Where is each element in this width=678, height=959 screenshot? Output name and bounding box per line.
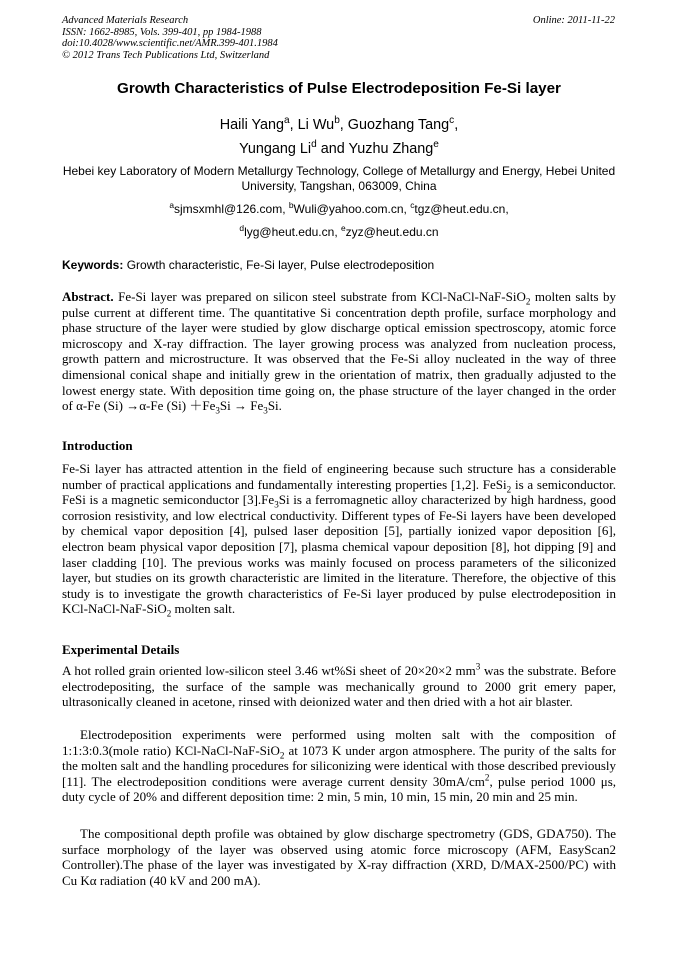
- email-address[interactable]: lyg@heut.edu.cn,: [244, 225, 338, 239]
- superscript: 3: [475, 661, 481, 672]
- author-name: Haili Yang: [219, 117, 285, 133]
- journal-header: [62, 15, 278, 61]
- author-affil-mark: d: [311, 139, 317, 151]
- subscript: 2: [525, 296, 531, 307]
- body-text: Fe-Si layer has attracted attention in the field of engineering because such structure has a considerable number of practical applications and fundamentally interesting properties [1,2]. FeSi: [62, 461, 616, 492]
- experimental-paragraph-2: [62, 727, 616, 805]
- subscript: 2: [279, 750, 285, 761]
- author-list: [40, 113, 638, 161]
- journal-name: Advanced Materials Research: [62, 15, 189, 26]
- experimental-paragraph-3: The compositional depth profile was obtained by glow discharge spectrometry (GDS, GDA750). The surface morphology of the layer was observed using atomic force microscopy (AFM, EasyScan2 Controller).The phase of the layer was investigated by X-ray diffraction (XRD, D/MAX-2500/PC) with Cu Kα radiation (40 kV and 200 mA).: [62, 826, 616, 888]
- author-affil-mark: c: [449, 115, 455, 127]
- body-text: is a semiconductor. FeSi is a magnetic semiconductor [3].Fe: [62, 476, 616, 508]
- author-affil-mark: b: [334, 115, 340, 127]
- author-name: Yuzhu Zhang: [348, 141, 434, 157]
- keywords-text: Growth characteristic, Fe-Si layer, Pulse electrodeposition: [126, 258, 435, 272]
- body-text: was the substrate. Before electrodepositing, the surface of the sample was mechanically ground to 2000 grit emery paper, ultrasonically cleaned in acetone, rinsed with deionized water and then dried with a hot air blaster.: [62, 663, 616, 710]
- superscript: 2: [484, 772, 490, 783]
- body-text: at 1073 K under argon atmosphere. The purity of the salts for the molten salt and the handling procedures for siliconizing were identical with those described previously [11]. The electrodeposition conditions were average current density 30mA/cm: [62, 742, 617, 789]
- email-address[interactable]: sjmsxmhl@126.com,: [173, 202, 286, 216]
- author-name: Li Wu: [297, 117, 335, 133]
- email-mark: a: [169, 200, 174, 210]
- email-mark: e: [341, 223, 346, 233]
- body-text: A hot rolled grain oriented low-silicon steel 3.46 wt%Si sheet of 20×20×2 mm: [62, 663, 476, 678]
- section-heading-introduction: Introduction: [62, 438, 133, 453]
- subscript: 2: [166, 608, 172, 619]
- email-mark: b: [288, 200, 294, 210]
- abstract: [62, 289, 616, 414]
- abstract-text: Si → Fe: [219, 398, 264, 414]
- journal-doi: doi:10.4028/www.scientific.net/AMR.399-401.1984: [62, 38, 278, 49]
- introduction-paragraph: [62, 461, 616, 617]
- body-text: Electrodeposition experiments were performed using molten salt with the composition of 1:1:3:0.3(mole ratio) KCl-NaCl-NaF-SiO: [62, 727, 616, 758]
- author-affil-mark: e: [433, 139, 439, 151]
- journal-copyright: © 2012 Trans Tech Publications Ltd, Switzerland: [62, 49, 270, 61]
- abstract-text: molten salts by pulse current at different time. The quantitative Si concentration depth profile, surface morphology and phase structure of the layer were studied by glow discharge optical emission spectroscopy, atomic force microscopy and X-ray diffraction. The layer growing process was analyzed from nucleation process, growth pattern and microstructure. It was observed that the Fe-Si alloy nucleated in the way of three dimensional conical shape and initially grew in the orientation of matrix, then gradually adjusted to the lowest energy state. With deposition time going on, the phase structure of the layer changed in the order of α-Fe (Si) →α-Fe (Si) ＋Fe: [62, 289, 617, 414]
- keywords: [62, 258, 622, 272]
- email-list: [40, 198, 638, 244]
- email-address[interactable]: Wuli@yahoo.com.cn,: [293, 202, 407, 216]
- abstract-label: Abstract.: [62, 289, 114, 304]
- subscript: 2: [506, 484, 512, 495]
- experimental-paragraph-1: [62, 663, 616, 710]
- email-address[interactable]: zyz@heut.edu.cn: [345, 225, 439, 239]
- author-line-1: Haili Yang$^a$, Li Wu$^b$, Guozhang Tang$^c$,: [219, 115, 459, 133]
- paper-title: Growth Characteristics of Pulse Electrodeposition Fe-Si layer: [117, 80, 561, 97]
- abstract-text: Si.: [267, 398, 282, 414]
- email-mark: c: [410, 200, 415, 210]
- online-date: Online: 2011-11-22: [532, 15, 615, 26]
- abstract-text: Fe-Si layer was prepared on silicon steel substrate from KCl-NaCl-NaF-SiO: [118, 289, 526, 304]
- affiliation: Hebei key Laboratory of Modern Metallurgy Technology, College of Metallurgy and Energy, Hebei United University, Tangshan, 063009, China: [62, 164, 616, 193]
- author-conjunction: and: [320, 141, 345, 157]
- subscript: 3: [215, 405, 220, 416]
- author-name: Yungang Li: [239, 141, 312, 157]
- author-name: Guozhang Tang: [347, 117, 450, 133]
- keywords-label: Keywords:: [62, 258, 124, 272]
- email-address[interactable]: tgz@heut.edu.cn,: [414, 202, 509, 216]
- subscript: 3: [274, 499, 279, 510]
- author-line-2: [40, 137, 638, 161]
- body-text: , pulse period 1000 μs, duty cycle of 20% and different deposition time: 2 min, 5 min, 10 min, 15 min, 20 min and 25 min.: [62, 773, 616, 805]
- body-text: molten salt.: [174, 601, 236, 617]
- email-line-1: [40, 198, 638, 221]
- section-heading-experimental: Experimental Details: [62, 642, 180, 657]
- subscript: 3: [263, 405, 268, 416]
- journal-issn: ISSN: 1662-8985, Vols. 399-401, pp 1984-1988: [62, 26, 262, 38]
- author-affil-mark: a: [284, 115, 290, 127]
- email-line-2: [40, 221, 638, 244]
- email-mark: d: [239, 223, 245, 233]
- body-text: Si is a ferromagnetic alloy characterized by high hardness, good corrosion resistivity, and low electrical conductivity. Different types of Fe-Si layers have been developed by chemical vapor deposition [4], pulsed laser deposition [5], partially ionized vapor deposition [6], electron beam physical vapor deposition [7], plasma chemical vapour deposition [8], hot dipping [9] and laser cladding [10]. The previous works was mainly focused on process parameters of the siliconized layer, but studies on its growth characteristic are limited in the literature. Therefore, the objective of this study is to investigate the growth characteristics of Fe-Si layer produced by pulse electrodeposition in KCl-NaCl-NaF-SiO: [62, 492, 616, 617]
